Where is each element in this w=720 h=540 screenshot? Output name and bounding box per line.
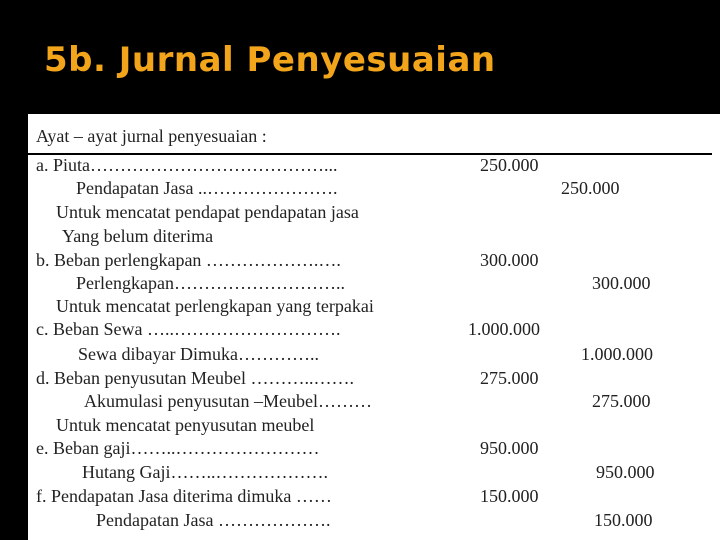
entry-d-debit-amount: 275.000 [480,368,539,388]
entry-a-credit-amount: 250.000 [561,178,620,198]
entry-b-credit-account: Perlengkapan……………………….. [76,273,345,293]
entry-e-debit-account: e. Beban gaji……..…………………… [36,438,320,458]
entry-b-credit-amount: 300.000 [592,273,651,293]
entry-c-debit-amount: 1.000.000 [468,319,540,339]
entry-c-debit-account: c. Beban Sewa …..………………………. [36,319,341,339]
entry-f-debit-amount: 150.000 [480,486,539,506]
entry-a-credit-account: Pendapatan Jasa ..…………………. [76,178,338,198]
entry-f-debit-account: f. Pendapatan Jasa diterima dimuka …… [36,486,332,506]
entry-f-credit-account: Pendapatan Jasa ………………. [96,510,331,530]
entry-d-note-1: Untuk mencatat penyusutan meubel [56,415,315,435]
entry-e-credit-amount: 950.000 [596,462,655,482]
slide-title: 5b. Jurnal Penyesuaian [44,40,496,80]
journal-document-scan [28,114,720,540]
entry-a-note-1: Untuk mencatat pendapat pendapatan jasa [56,202,359,222]
entry-b-note-1: Untuk mencatat perlengkapan yang terpakai [56,296,374,316]
entry-d-credit-account: Akumulasi penyusutan –Meubel……… [84,391,372,411]
entry-d-debit-account: d. Beban penyusutan Meubel ………..……. [36,368,354,388]
entry-e-debit-amount: 950.000 [480,438,539,458]
entry-b-debit-amount: 300.000 [480,250,539,270]
entry-d-credit-amount: 275.000 [592,391,651,411]
entry-a-note-2: Yang belum diterima [62,226,214,246]
entry-f-credit-amount: 150.000 [594,510,653,530]
entry-a-debit-account: a. Piuta…………………………………... [36,155,338,175]
entry-a-debit-amount: 250.000 [480,155,539,175]
entry-e-credit-account: Hutang Gaji……..………………. [82,462,328,482]
entry-c-credit-account: Sewa dibayar Dimuka………….. [78,344,319,364]
entry-b-debit-account: b. Beban perlengkapan ……………….…. [36,250,341,270]
document-heading: Ayat – ayat jurnal penyesuaian : [36,126,267,146]
entry-c-credit-amount: 1.000.000 [581,344,653,364]
